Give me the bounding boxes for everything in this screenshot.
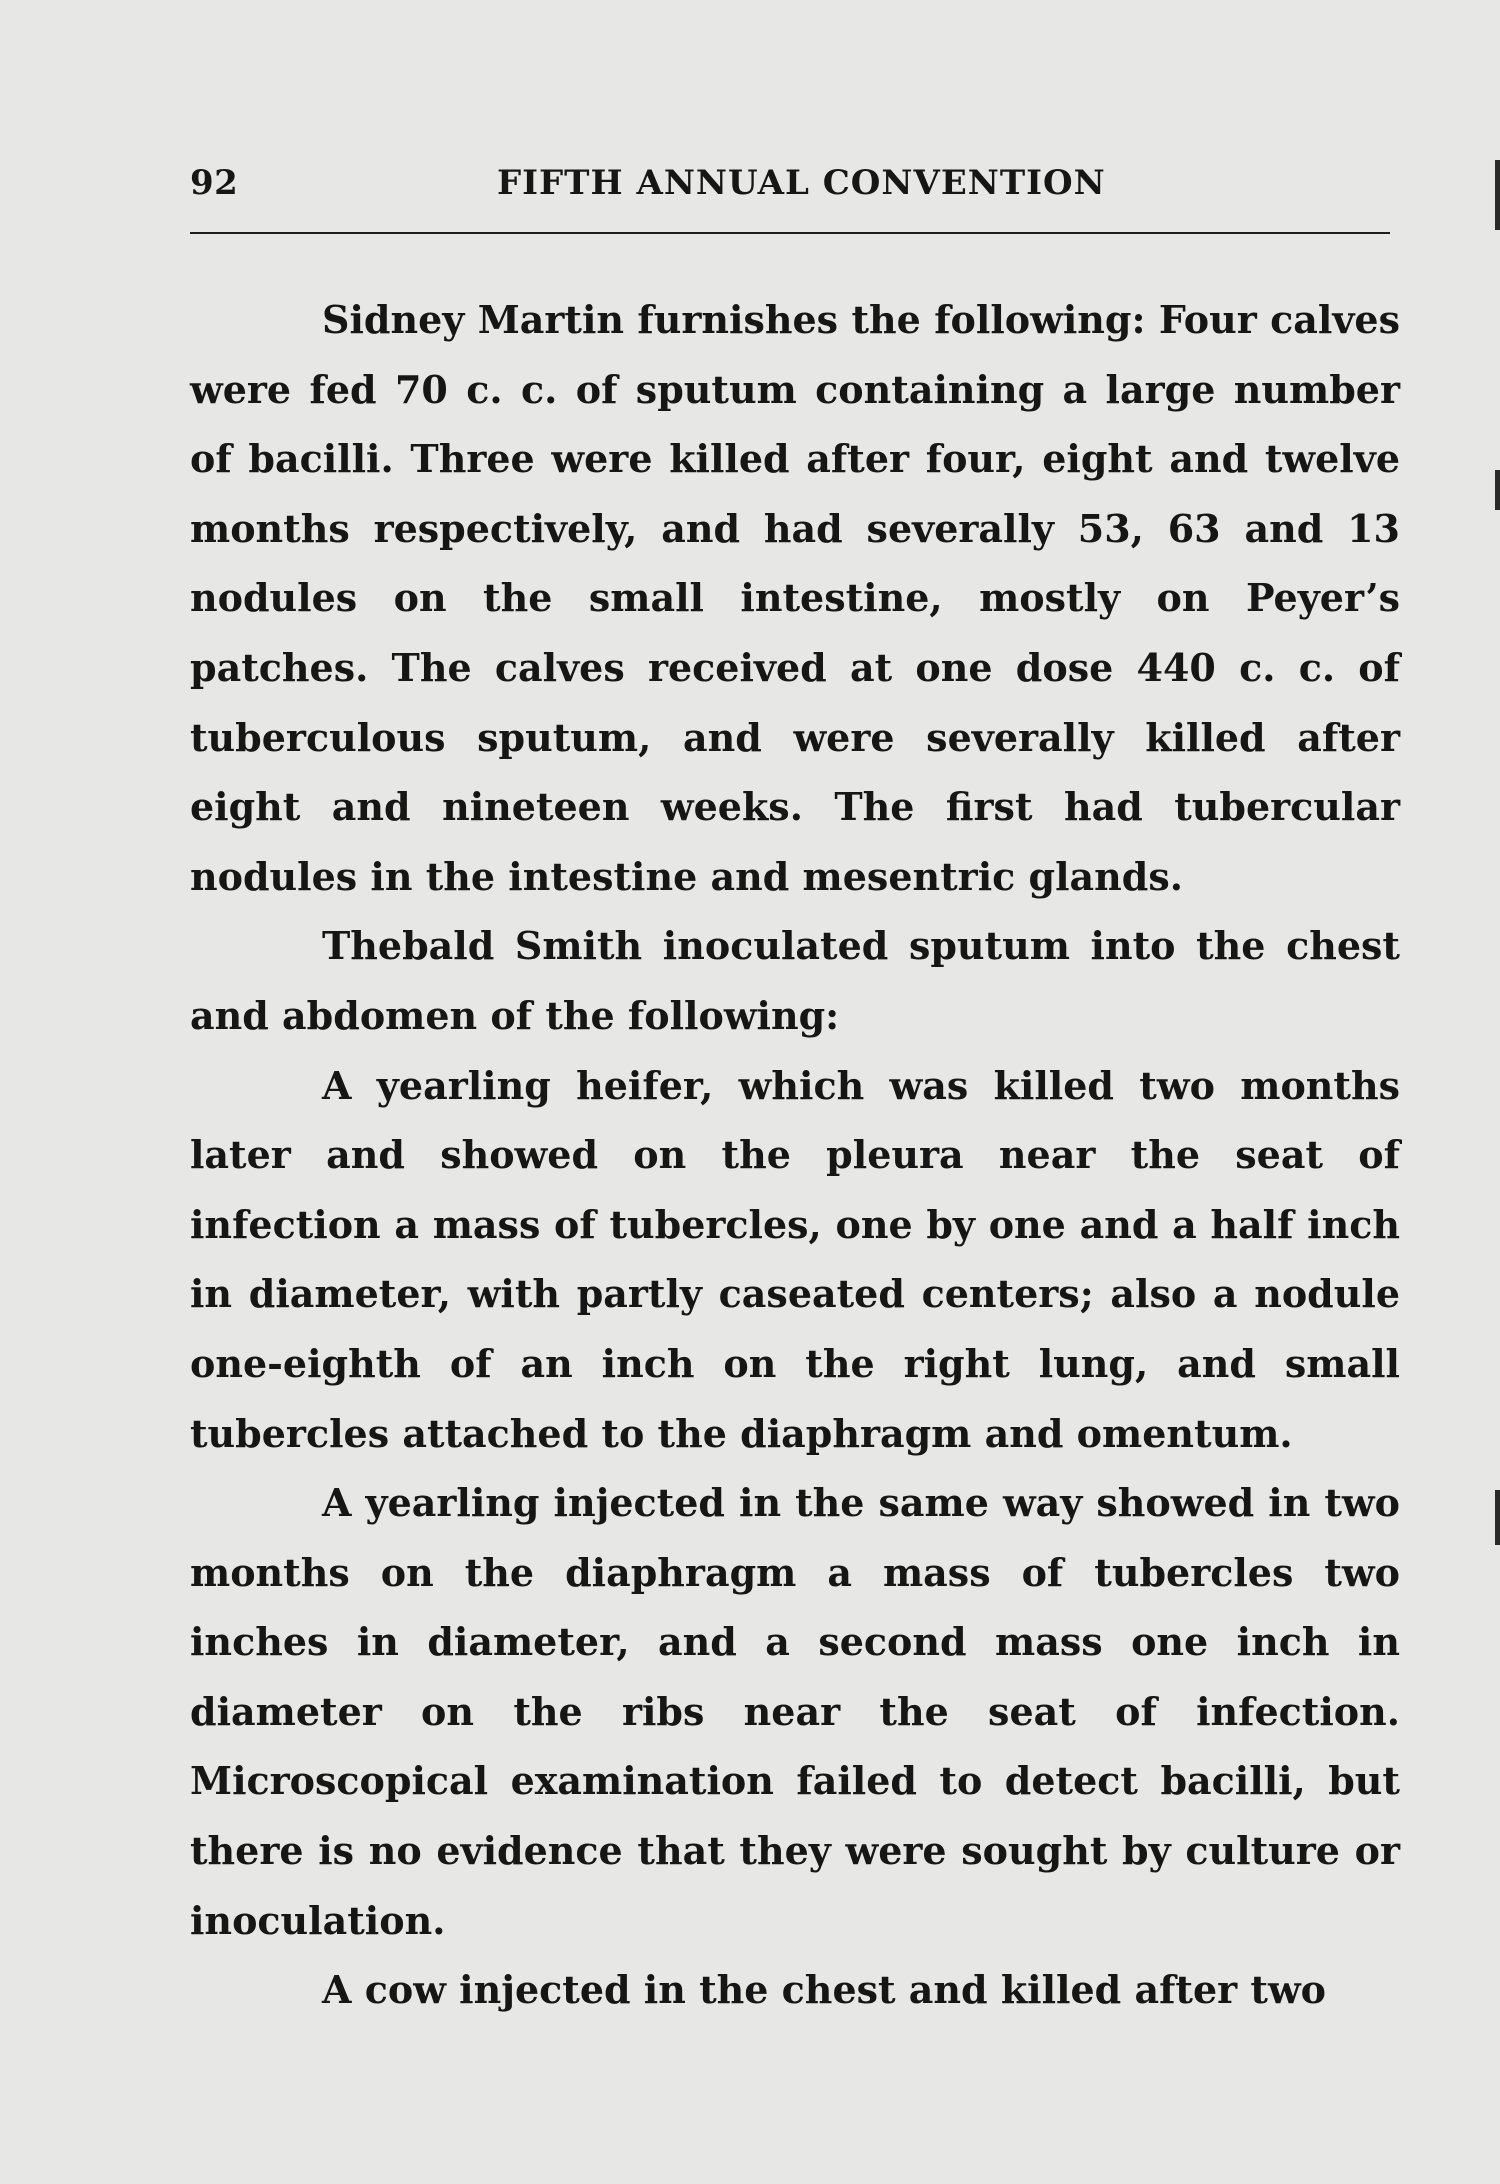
paragraph-thebald-smith: Thebald Smith inoculated sputum into the chest and abdomen of the following: xyxy=(190,923,1400,1038)
page-edge-mark xyxy=(1495,470,1500,510)
paragraph-cow-injected: A cow injected in the chest and killed after two xyxy=(322,1967,1327,2013)
running-header xyxy=(190,163,1390,213)
page-edge-mark xyxy=(1495,1490,1500,1545)
running-title: FIFTH ANNUAL CONVENTION xyxy=(497,163,1106,203)
body-text xyxy=(190,285,1400,2025)
paragraph-yearling-heifer: A yearling heifer, which was killed two months later and showed on the pleura near the seat of infection a mass of tubercles, one by one and a half inch in diameter, with partly caseated centers; also a nodule one-eighth of an inch on the right lung, and small tubercles attached to the diaphragm and omentum. xyxy=(190,1062,1400,1456)
page-edge-mark xyxy=(1495,160,1500,230)
header-rule xyxy=(190,232,1390,234)
paragraph-sidney-martin: Sidney Martin furnishes the following: Four calves were fed 70 c. c. of sputum containing a large number of bacilli. Three were killed after four, eight and twelve months respectively, and had severally 53, 63 and 13 nodules on the small intestine, mostly on Peyer’s patches. The calves received at one dose 440 c. c. of tuberculous sputum, and were severally killed after eight and nineteen weeks. The first had tubercular nodules in the intestine and mesentric glands. xyxy=(190,297,1400,899)
paragraph-yearling-injected: A yearling injected in the same way showed in two months on the diaphragm a mass of tubercles two inches in diameter, and a second mass one inch in diameter on the ribs near the seat of infection. Microscopical examination failed to detect bacilli, but there is no evidence that they were sought by culture or inoculation. xyxy=(190,1480,1400,1943)
page-number: 92 xyxy=(190,163,239,203)
